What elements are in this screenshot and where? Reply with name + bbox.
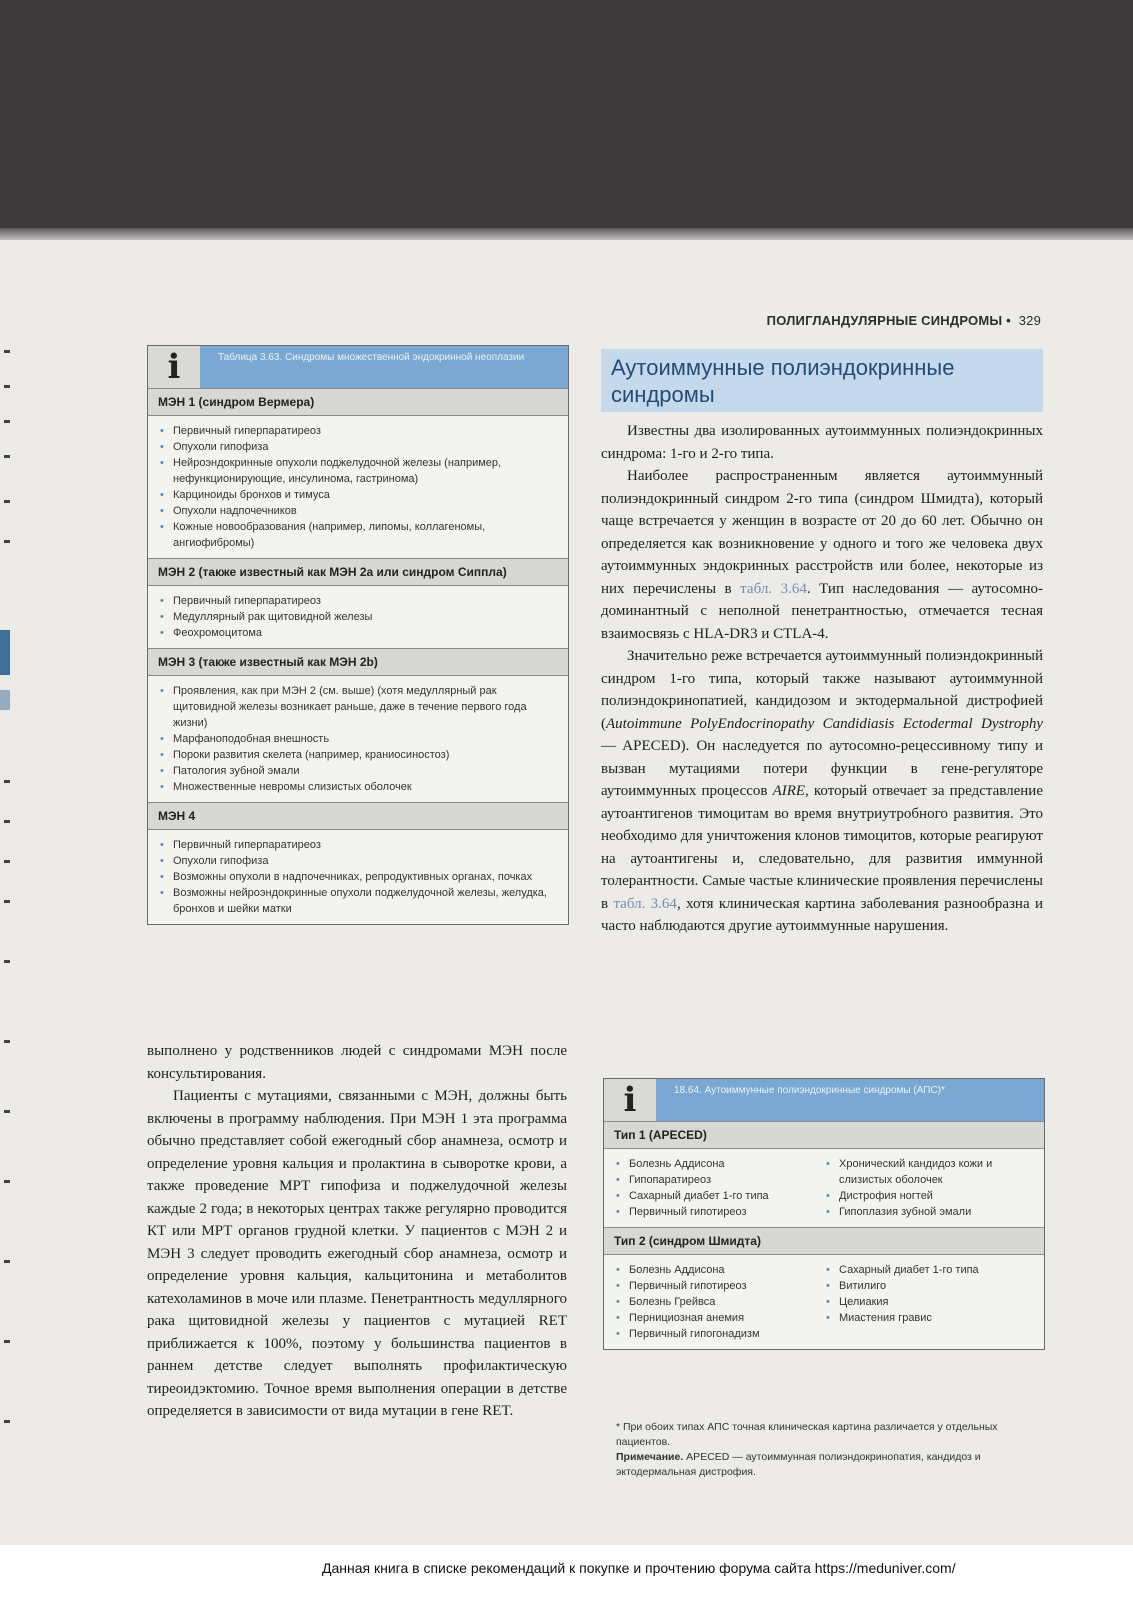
running-header	[767, 313, 1041, 328]
table-reference-link[interactable]: табл. 3.64	[613, 895, 677, 912]
section-title: Аутоиммунные полиэндокринные синдромы	[601, 349, 1043, 412]
footnote-note: Примечание. APECED — аутоиммунная полиэндокринопатия, кандидоз и эктодермальная дистрофия.	[616, 1451, 981, 1478]
paragraph: Известны два изолированных аутоиммунных полиэндокринных синдрома: 1-го и 2-го типа.	[601, 423, 1043, 462]
list-column	[824, 1156, 1034, 1220]
table-two-column-list	[604, 1254, 1044, 1349]
list-item: • Пороки развития скелета (например, краниосиностоз)	[158, 747, 556, 763]
footnote-text: * При обоих типах АПС точная клиническая картина различается у отдельных пациентов.	[616, 1421, 998, 1448]
table-caption: 18.64. Аутоиммунные полиэндокринные синдромы (АПС)*	[656, 1079, 1044, 1121]
table-section-list	[148, 415, 568, 558]
list-item: • Витилиго	[824, 1278, 1034, 1294]
header-separator: •	[1006, 313, 1011, 328]
left-column-text	[147, 1040, 567, 1423]
list-item: • Пернициозная анемия	[614, 1310, 824, 1326]
table-section-list	[148, 585, 568, 648]
list-item: • Первичный гипогонадизм	[614, 1326, 824, 1342]
list-item: • Карциноиды бронхов и тимуса	[158, 487, 556, 503]
list-item: • Дистрофия ногтей	[824, 1188, 1034, 1204]
list-item: • Сахарный диабет 1-го типа	[824, 1262, 1034, 1278]
dark-scan-background	[0, 0, 1133, 235]
list-item: • Первичный гиперпаратиреоз	[158, 837, 556, 853]
table-section-title: МЭН 2 (также известный как МЭН 2а или синдром Сиппла)	[148, 558, 568, 585]
list-item: • Хронический кандидоз кожи и слизистых оболочек	[824, 1156, 1034, 1188]
list-item: • Первичный гипотиреоз	[614, 1204, 824, 1220]
list-item: • Первичный гиперпаратиреоз	[158, 593, 556, 609]
list-item: • Патология зубной эмали	[158, 763, 556, 779]
list-item: • Сахарный диабет 1-го типа	[614, 1188, 824, 1204]
paragraph: Наиболее распространенным является аутоиммунный полиэндокринный синдром 2-го типа (синдром Шмидта), который чаще встречается у женщин в возрасте от 20 до 60 лет. Обычно он определяется как возникновение у одного и того же человека двух аутоиммунных эндокринных расстройств или более, некоторые из них перечислены в табл. 3.64. Тип наследования — аутосомно-доминантный с неполной пенетрантностью, отмечается тесная взаимосвязь с HLA-DR3 и CTLA-4.	[601, 468, 1043, 642]
table-header	[148, 346, 568, 388]
table-section-title: МЭН 1 (синдром Вермера)	[148, 388, 568, 415]
list-item: • Миастения гравис	[824, 1310, 1034, 1326]
table-two-column-list	[604, 1148, 1044, 1227]
table-reference-link[interactable]: табл. 3.64	[740, 580, 807, 597]
list-item: • Множественные невромы слизистых оболочек	[158, 779, 556, 795]
list-item: • Феохромоцитома	[158, 625, 556, 641]
page-number: 329	[1018, 313, 1041, 328]
paragraph: Значительно реже встречается аутоиммунный полиэндокринный синдром 1-го типа, который также называют аутоиммунной полиэндокринопатией, кандидозом и эктодермальной дистрофией (Autoimmune PolyEndocrinopathy Candidiasis Ectodermal Dystrophy — APECED). Он наследуется по аутосомно-рецессивному типу и вызван мутациями потери функции в гене-регуляторе аутоиммунных процессов AIRE, который отвечает за представление аутоантигенов тимоцитам во время внутриутробного развития. Это необходимо для уничтожения клонов тимоцитов, которые реагируют на аутоантигены и, следовательно, для развития иммунной толерантности. Самые частые клинические проявления перечислены в табл. 3.64, хотя клиническая картина заболевания разнообразна и часто наблюдаются другие аутоиммунные нарушения.	[601, 648, 1043, 934]
table-section-title: Тип 2 (синдром Шмидта)	[604, 1227, 1044, 1254]
list-item: • Проявления, как при МЭН 2 (см. выше) (хотя медуллярный рак щитовидной железы возникает раньше, даже в течение первого года жизни)	[158, 683, 556, 731]
list-column	[824, 1262, 1034, 1342]
table-footnote	[616, 1420, 1039, 1480]
table-caption: Таблица 3.63. Синдромы множественной эндокринной неоплазии	[200, 346, 568, 388]
list-item: • Болезнь Аддисона	[614, 1156, 824, 1172]
list-item: • Возможны опухоли в надпочечниках, репродуктивных органах, почках	[158, 869, 556, 885]
list-item: • Болезнь Аддисона	[614, 1262, 824, 1278]
table-section-title: МЭН 3 (также известный как МЭН 2b)	[148, 648, 568, 675]
list-item: • Целиакия	[824, 1294, 1034, 1310]
list-item: • Гипопаратиреоз	[614, 1172, 824, 1188]
right-column-text	[601, 420, 1043, 938]
table-header	[604, 1079, 1044, 1121]
list-item: • Опухоли гипофиза	[158, 439, 556, 455]
paragraph: Пациенты с мутациями, связанными с МЭН, должны быть включены в программу наблюдения. При МЭН 1 эта программа обычно представляет собой ежегодный сбор анамнеза, осмотр и определение уровня кальция и пролактина в сыворотке крови, а также проведение МРТ гипофиза и поджелудочной железы каждые 2 года; в некоторых центрах также регулярно проводится КТ или МРТ органов грудной клетки. У пациентов с МЭН 2 и МЭН 3 следует проводить ежегодный сбор анамнеза, осмотр и определение уровня кальция, кальцитонина и метаболитов катехоламинов в моче или плазме. Пенетрантность медуллярного рака щитовидной железы у пациентов с мутацией RET приближается к 100%, поэтому у большинства пациентов в раннем детстве следует выполнять профилактическую тиреоидэктомию. Точное время выполнения операции в детстве определяется в зависимости от вида мутации в гене RET.	[147, 1088, 567, 1419]
table-section-list	[148, 829, 568, 924]
table-section-title: МЭН 4	[148, 802, 568, 829]
list-item: • Нейроэндокринные опухоли поджелудочной железы (например, нефункционирующие, инсулинома, гастринома)	[158, 455, 556, 487]
paragraph: выполнено у родственников людей с синдромами МЭН после консультирования.	[147, 1043, 567, 1082]
watermark-credit: Данная книга в списке рекомендаций к покупке и прочтению форума сайта https://meduniver.com/	[322, 1560, 956, 1576]
list-item: • Марфаноподобная внешность	[158, 731, 556, 747]
list-item: • Опухоли надпочечников	[158, 503, 556, 519]
list-item: • Первичный гипотиреоз	[614, 1278, 824, 1294]
men-syndromes-table	[147, 345, 569, 925]
list-item: • Болезнь Грейвса	[614, 1294, 824, 1310]
list-item: • Возможны нейроэндокринные опухоли поджелудочной железы, желудка, бронхов и шейки матки	[158, 885, 556, 917]
list-item: • Гипоплазия зубной эмали	[824, 1204, 1034, 1220]
list-item: • Опухоли гипофиза	[158, 853, 556, 869]
table-section-list	[148, 675, 568, 802]
list-item: • Кожные новообразования (например, липомы, коллагеномы, ангиофибромы)	[158, 519, 556, 551]
table-section-title: Тип 1 (APECED)	[604, 1121, 1044, 1148]
list-column	[614, 1156, 824, 1220]
info-icon: i	[148, 346, 200, 388]
header-title: ПОЛИГЛАНДУЛЯРНЫЕ СИНДРОМЫ	[766, 313, 1003, 328]
info-icon: i	[604, 1079, 656, 1121]
list-item: • Первичный гиперпаратиреоз	[158, 423, 556, 439]
list-column	[614, 1262, 824, 1342]
aps-table	[603, 1078, 1045, 1350]
list-item: • Медуллярный рак щитовидной железы	[158, 609, 556, 625]
